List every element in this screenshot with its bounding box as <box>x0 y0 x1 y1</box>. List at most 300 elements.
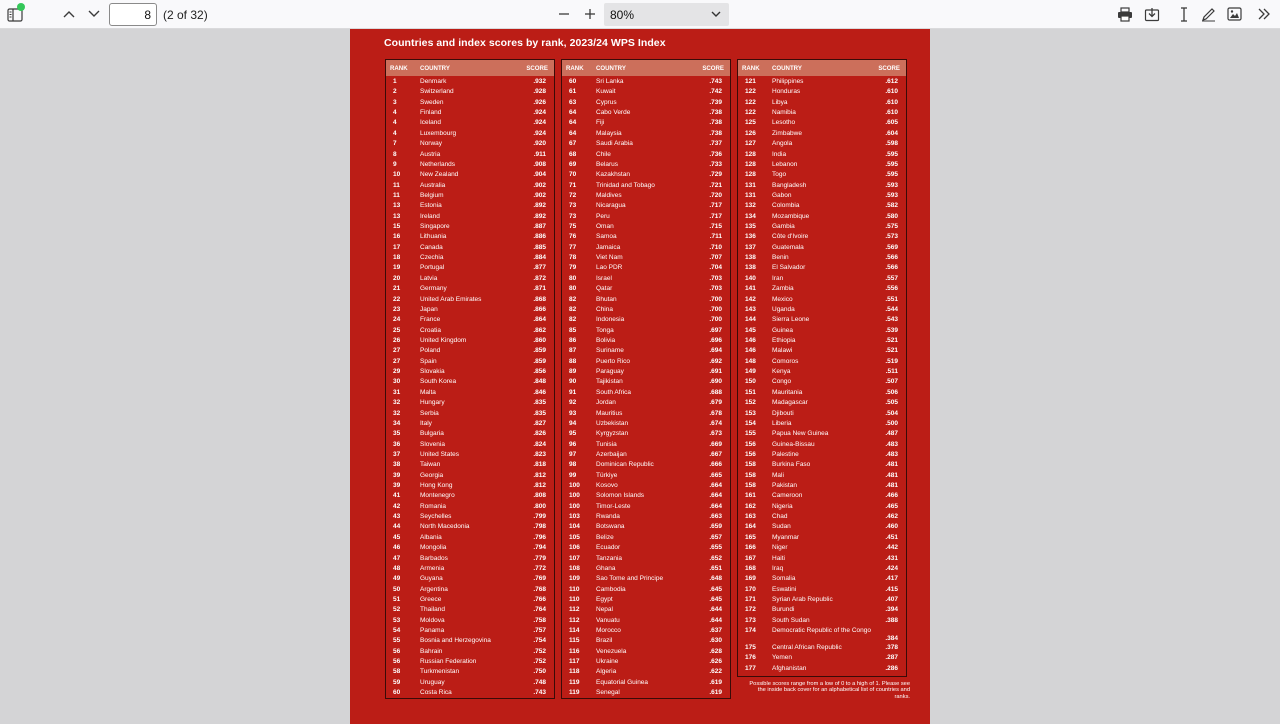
table-row <box>738 336 906 346</box>
rank-cell: 47 <box>393 554 401 562</box>
table-row <box>386 657 554 667</box>
country-cell: Czechia <box>420 254 444 262</box>
rank-cell: 34 <box>393 419 401 427</box>
table-row <box>562 87 730 97</box>
score-cell: .856 <box>533 368 546 376</box>
table-row <box>562 305 730 315</box>
country-cell: Guatemala <box>772 243 804 251</box>
country-cell: Guinea-Bissau <box>772 440 815 448</box>
rank-cell: 100 <box>569 492 580 500</box>
table-row <box>738 129 906 139</box>
table-row <box>738 191 906 201</box>
score-cell: .415 <box>885 585 898 593</box>
rank-cell: 72 <box>569 191 577 199</box>
rank-cell: 117 <box>569 658 580 666</box>
table-row <box>738 326 906 336</box>
rank-cell: 89 <box>569 368 577 376</box>
country-cell: Samoa <box>596 233 617 241</box>
country-cell: Bhutan <box>596 295 617 303</box>
score-cell: .566 <box>885 254 898 262</box>
score-cell: .924 <box>533 129 546 137</box>
country-cell: Ireland <box>420 212 440 220</box>
score-cell: .694 <box>709 347 722 355</box>
table-row <box>386 512 554 522</box>
rank-cell: 75 <box>569 223 577 231</box>
score-cell: .557 <box>885 274 898 282</box>
rank-cell: 143 <box>745 305 756 313</box>
score-cell: .466 <box>885 492 898 500</box>
rank-cell: 21 <box>393 285 401 293</box>
table-row <box>562 160 730 170</box>
table-row <box>386 305 554 315</box>
country-cell: Mauritania <box>772 388 803 396</box>
country-cell: Syrian Arab Republic <box>772 595 833 603</box>
image-icon[interactable] <box>1225 5 1243 23</box>
country-cell: South Africa <box>596 388 632 396</box>
table-row <box>386 502 554 512</box>
rank-cell: 4 <box>393 129 397 137</box>
table-row <box>562 201 730 211</box>
table-row <box>386 522 554 532</box>
pdf-toolbar <box>0 0 1280 29</box>
country-cell: Australia <box>420 181 446 189</box>
table-row <box>562 274 730 284</box>
score-cell: .521 <box>885 336 898 344</box>
country-cell: Slovenia <box>420 440 445 448</box>
header-rank: RANK <box>566 65 584 72</box>
table-row <box>738 595 906 605</box>
country-cell: Gabon <box>772 191 792 199</box>
table-row <box>386 688 554 698</box>
table-row <box>562 336 730 346</box>
score-cell: .862 <box>533 326 546 334</box>
rank-cell: 17 <box>393 243 401 251</box>
table-row <box>738 170 906 180</box>
country-cell: Malta <box>420 388 436 396</box>
country-cell: New Zealand <box>420 171 459 179</box>
country-cell: Uruguay <box>420 678 445 686</box>
rank-cell: 80 <box>569 274 577 282</box>
score-cell: .593 <box>885 181 898 189</box>
score-cell: .769 <box>533 575 546 583</box>
score-cell: .926 <box>533 98 546 106</box>
score-cell: .884 <box>533 254 546 262</box>
country-cell: Namibia <box>772 109 796 117</box>
rank-cell: 9 <box>393 160 397 168</box>
rank-cell: 61 <box>569 88 577 96</box>
score-cell: .920 <box>533 140 546 148</box>
page-number-input[interactable] <box>109 3 157 26</box>
score-cell: .794 <box>533 544 546 552</box>
rank-cell: 106 <box>569 544 580 552</box>
rank-cell: 158 <box>745 461 756 469</box>
rank-cell: 2 <box>393 88 397 96</box>
country-cell: Finland <box>420 109 442 117</box>
score-cell: .612 <box>885 78 898 85</box>
table-row <box>738 315 906 325</box>
score-cell: .483 <box>885 440 898 448</box>
country-cell: Maldives <box>596 191 622 199</box>
country-cell: Bolivia <box>596 336 616 344</box>
rank-table-1 <box>385 59 555 699</box>
rank-cell: 108 <box>569 564 580 572</box>
score-cell: .595 <box>885 160 898 168</box>
table-row <box>562 522 730 532</box>
table-row <box>386 232 554 242</box>
rank-cell: 15 <box>393 223 401 231</box>
country-cell: Sweden <box>420 98 444 106</box>
table-body <box>562 77 730 699</box>
rank-cell: 48 <box>393 564 401 572</box>
table-row <box>738 574 906 584</box>
table-row <box>386 170 554 180</box>
country-cell: Poland <box>420 347 441 355</box>
score-cell: .902 <box>533 181 546 189</box>
country-cell: Solomon Islands <box>596 492 645 500</box>
country-cell: Saudi Arabia <box>596 140 633 148</box>
score-cell: .892 <box>533 202 546 210</box>
country-cell: Slovakia <box>420 368 445 376</box>
rank-cell: 169 <box>745 575 756 583</box>
table-row <box>386 315 554 325</box>
score-cell: .666 <box>709 461 722 469</box>
rank-cell: 46 <box>393 544 401 552</box>
country-cell: Eswatini <box>772 585 797 593</box>
rank-cell: 39 <box>393 482 401 490</box>
country-cell: Lao PDR <box>596 264 623 272</box>
table-row <box>738 263 906 273</box>
country-cell: Portugal <box>420 264 445 272</box>
table-row <box>386 77 554 87</box>
table-row <box>562 585 730 595</box>
score-cell: .384 <box>885 635 898 643</box>
country-cell: Seychelles <box>420 513 452 521</box>
score-cell: .704 <box>709 264 722 272</box>
rank-cell: 67 <box>569 140 577 148</box>
country-cell: Jordan <box>596 399 616 407</box>
country-cell: China <box>596 305 613 313</box>
score-cell: .736 <box>709 150 722 158</box>
draw-pen-icon[interactable] <box>1199 5 1217 23</box>
table-row <box>562 243 730 253</box>
more-tools-icon[interactable] <box>1255 5 1273 23</box>
country-cell: Burkina Faso <box>772 461 811 469</box>
rank-cell: 4 <box>393 119 397 127</box>
table-row <box>562 295 730 305</box>
table-row <box>562 440 730 450</box>
rank-cell: 175 <box>745 644 756 652</box>
country-cell: Kosovo <box>596 482 618 490</box>
score-cell: .460 <box>885 523 898 531</box>
score-cell: .739 <box>709 98 722 106</box>
rank-cell: 104 <box>569 523 580 531</box>
country-cell: Mozambique <box>772 212 810 220</box>
score-cell: .924 <box>533 109 546 117</box>
rank-cell: 59 <box>393 678 401 686</box>
table-row <box>386 388 554 398</box>
rank-cell: 22 <box>393 295 401 303</box>
table-row <box>386 471 554 481</box>
score-cell: .703 <box>709 274 722 282</box>
country-cell: Netherlands <box>420 160 456 168</box>
table-body <box>386 77 554 699</box>
table-row <box>386 419 554 429</box>
table-row <box>386 491 554 501</box>
table-row <box>562 118 730 128</box>
table-row <box>386 595 554 605</box>
rank-cell: 58 <box>393 668 401 676</box>
score-cell: .700 <box>709 305 722 313</box>
rank-cell: 54 <box>393 627 401 635</box>
rank-cell: 158 <box>745 482 756 490</box>
table-row <box>738 616 906 626</box>
score-cell: .924 <box>533 119 546 127</box>
score-cell: .551 <box>885 295 898 303</box>
header-country: COUNTRY <box>772 65 802 72</box>
country-cell: Hong Kong <box>420 482 453 490</box>
country-cell: Sri Lanka <box>596 78 624 85</box>
country-cell: Fiji <box>596 119 605 127</box>
rank-cell: 167 <box>745 554 756 562</box>
rank-cell: 176 <box>745 654 756 662</box>
table-row <box>562 170 730 180</box>
rank-cell: 95 <box>569 430 577 438</box>
country-cell: Liberia <box>772 419 792 427</box>
score-cell: .848 <box>533 378 546 386</box>
rank-cell: 114 <box>569 627 580 635</box>
zoom-in-button[interactable] <box>581 5 599 23</box>
rank-cell: 103 <box>569 513 580 521</box>
table-row <box>562 554 730 564</box>
score-cell: .575 <box>885 223 898 231</box>
country-cell: Mongolia <box>420 544 447 552</box>
score-cell: .826 <box>533 430 546 438</box>
rank-cell: 154 <box>745 419 756 427</box>
country-cell: Montenegro <box>420 492 455 500</box>
score-cell: .644 <box>709 606 722 614</box>
country-cell: Cabo Verde <box>596 109 631 117</box>
table-row <box>386 574 554 584</box>
previous-page-button[interactable] <box>59 4 79 24</box>
table-row <box>738 357 906 367</box>
table-row <box>562 626 730 636</box>
score-cell: .651 <box>709 564 722 572</box>
score-cell: .622 <box>709 668 722 676</box>
save-icon[interactable] <box>1143 5 1161 23</box>
table-row <box>386 108 554 118</box>
rank-cell: 141 <box>745 285 756 293</box>
rank-cell: 18 <box>393 254 401 262</box>
country-cell: Botswana <box>596 523 625 531</box>
table-header <box>386 60 554 76</box>
table-row <box>386 222 554 232</box>
score-cell: .696 <box>709 336 722 344</box>
score-cell: .886 <box>533 233 546 241</box>
next-page-button[interactable] <box>84 4 104 24</box>
rank-cell: 60 <box>393 689 401 697</box>
country-cell: Philippines <box>772 78 804 85</box>
score-cell: .772 <box>533 564 546 572</box>
country-cell: Ghana <box>596 564 616 572</box>
score-cell: .737 <box>709 140 722 148</box>
table-row <box>562 98 730 108</box>
country-cell: Iran <box>772 274 784 282</box>
score-cell: .519 <box>885 357 898 365</box>
table-row <box>386 284 554 294</box>
score-cell: .664 <box>709 492 722 500</box>
rank-cell: 125 <box>745 119 756 127</box>
table-row <box>562 222 730 232</box>
score-cell: .424 <box>885 564 898 572</box>
score-cell: .752 <box>533 658 546 666</box>
country-cell: Belize <box>596 533 614 541</box>
score-cell: .798 <box>533 523 546 531</box>
zoom-out-button[interactable] <box>555 5 573 23</box>
country-cell: North Macedonia <box>420 523 470 531</box>
country-cell: Denmark <box>420 78 447 85</box>
country-cell: Japan <box>420 305 438 313</box>
rank-cell: 91 <box>569 388 577 396</box>
score-cell: .507 <box>885 378 898 386</box>
rank-cell: 177 <box>745 664 756 672</box>
table-row <box>562 471 730 481</box>
score-cell: .902 <box>533 191 546 199</box>
rank-cell: 116 <box>569 647 580 655</box>
header-country: COUNTRY <box>596 65 626 72</box>
table-row <box>562 574 730 584</box>
rank-cell: 27 <box>393 347 401 355</box>
score-cell: .715 <box>709 223 722 231</box>
table-row <box>562 409 730 419</box>
table-row <box>562 533 730 543</box>
table-row <box>562 326 730 336</box>
zoom-select[interactable] <box>604 3 729 26</box>
score-cell: .605 <box>885 119 898 127</box>
score-cell: .462 <box>885 513 898 521</box>
table-row <box>738 626 906 643</box>
table-row <box>562 388 730 398</box>
score-cell: .721 <box>709 181 722 189</box>
text-cursor-icon[interactable] <box>1175 5 1193 23</box>
rank-cell: 156 <box>745 450 756 458</box>
table-row <box>738 388 906 398</box>
country-cell: Togo <box>772 171 787 179</box>
country-cell: Russian Federation <box>420 658 477 666</box>
score-cell: .752 <box>533 647 546 655</box>
table-row <box>562 460 730 470</box>
rank-cell: 128 <box>745 171 756 179</box>
rank-cell: 60 <box>569 78 577 85</box>
table-row <box>562 481 730 491</box>
score-cell: .871 <box>533 285 546 293</box>
country-cell: Morocco <box>596 627 621 635</box>
score-cell: .481 <box>885 471 898 479</box>
table-row <box>386 243 554 253</box>
country-cell: Cyprus <box>596 98 617 106</box>
table-row <box>738 377 906 387</box>
rank-cell: 69 <box>569 160 577 168</box>
rank-cell: 8 <box>393 150 397 158</box>
score-cell: .757 <box>533 627 546 635</box>
rank-cell: 82 <box>569 295 577 303</box>
country-cell: Somalia <box>772 575 796 583</box>
rank-cell: 110 <box>569 585 580 593</box>
score-cell: .908 <box>533 160 546 168</box>
country-cell: Ethiopia <box>772 336 796 344</box>
country-cell: Belgium <box>420 191 444 199</box>
table-row <box>386 212 554 222</box>
score-cell: .766 <box>533 595 546 603</box>
country-cell: Chile <box>596 150 611 158</box>
country-cell: Iceland <box>420 119 441 127</box>
rank-cell: 150 <box>745 378 756 386</box>
rank-table-2 <box>561 59 731 699</box>
score-cell: .764 <box>533 606 546 614</box>
table-row <box>562 502 730 512</box>
table-row <box>562 367 730 377</box>
rank-cell: 11 <box>393 181 400 189</box>
table-row <box>386 377 554 387</box>
country-cell: Brazil <box>596 637 613 645</box>
score-cell: .619 <box>709 689 722 697</box>
country-cell: Sudan <box>772 523 791 531</box>
rank-cell: 24 <box>393 316 401 324</box>
country-cell: Croatia <box>420 326 441 334</box>
rank-cell: 13 <box>393 212 401 220</box>
table-row <box>562 605 730 615</box>
table-row <box>386 647 554 657</box>
rank-cell: 45 <box>393 533 401 541</box>
header-score: SCORE <box>702 65 724 72</box>
rank-table-3 <box>737 59 907 677</box>
country-cell: Malawi <box>772 347 793 355</box>
table-row <box>386 181 554 191</box>
country-cell: Benin <box>772 254 789 262</box>
table-row <box>562 398 730 408</box>
rank-cell: 158 <box>745 471 756 479</box>
country-cell: Mauritius <box>596 409 623 417</box>
rank-cell: 25 <box>393 326 401 334</box>
rank-cell: 126 <box>745 129 756 137</box>
score-cell: .710 <box>709 243 722 251</box>
score-cell: .593 <box>885 191 898 199</box>
table-row <box>562 284 730 294</box>
score-cell: .595 <box>885 171 898 179</box>
table-row <box>386 367 554 377</box>
score-cell: .904 <box>533 171 546 179</box>
country-cell: Lebanon <box>772 160 798 168</box>
score-cell: .738 <box>709 119 722 127</box>
page-count-label: (2 of 32) <box>163 8 208 22</box>
table-row <box>386 450 554 460</box>
header-rank: RANK <box>390 65 408 72</box>
country-cell: Ecuador <box>596 544 621 552</box>
score-cell: .866 <box>533 305 546 313</box>
rank-cell: 32 <box>393 409 401 417</box>
print-icon[interactable] <box>1116 5 1134 23</box>
table-row <box>562 491 730 501</box>
score-cell: .750 <box>533 668 546 676</box>
rank-cell: 127 <box>745 140 756 148</box>
score-cell: .717 <box>709 202 722 210</box>
chevron-down-icon <box>711 9 721 19</box>
table-row <box>562 108 730 118</box>
country-cell: Senegal <box>596 689 620 697</box>
table-row <box>738 440 906 450</box>
score-cell: .673 <box>709 430 722 438</box>
status-dot-icon <box>17 3 25 11</box>
rank-cell: 137 <box>745 243 756 251</box>
